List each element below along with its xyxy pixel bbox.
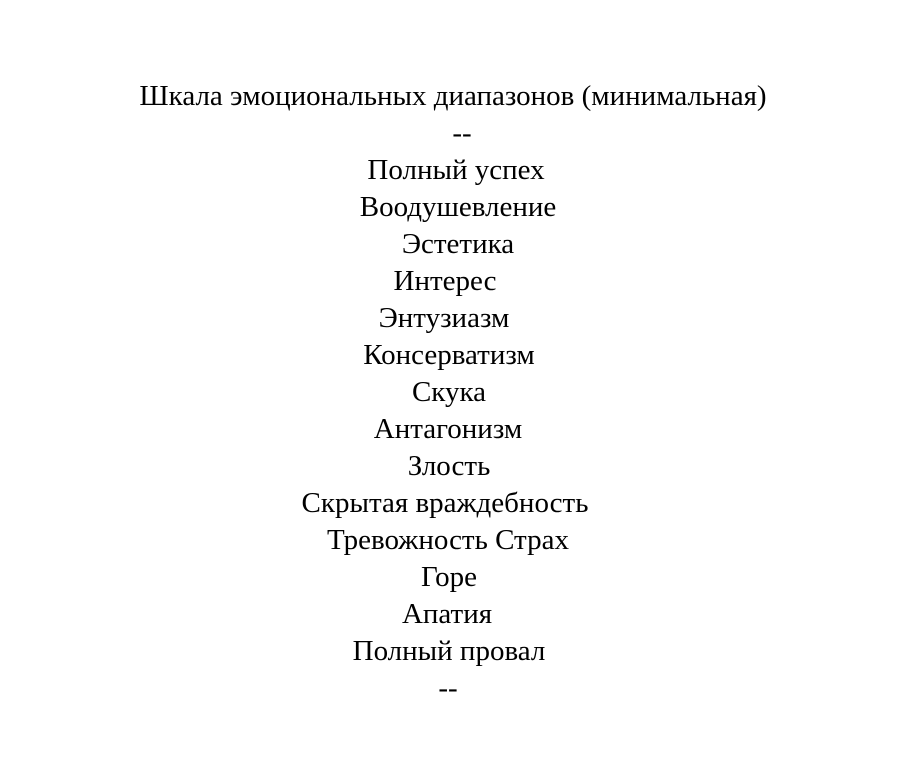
scale-item-anger: Злость (407, 450, 491, 482)
scale-item-enthusiasm: Энтузиазм (378, 302, 510, 334)
scale-item-covert-hostility: Скрытая враждебность (301, 487, 589, 519)
scale-item-apathy: Апатия (401, 598, 493, 630)
scale-item-full-failure: Полный провал (352, 635, 546, 667)
scale-item-inspiration: Воодушевление (359, 191, 557, 223)
scale-item-full-success: Полный успех (367, 154, 545, 186)
separator-top: -- (452, 117, 472, 149)
scale-item-boredom: Скука (411, 376, 487, 408)
scale-item-aesthetics: Эстетика (401, 228, 515, 260)
scale-item-conservatism: Консерватизм (363, 339, 535, 371)
scale-item-grief: Горе (420, 561, 478, 593)
scale-item-interest: Интерес (393, 265, 497, 297)
scale-item-antagonism: Антагонизм (373, 413, 523, 445)
document-body (0, 78, 916, 707)
document-title: Шкала эмоциональных диапазонов (минимальная) (139, 80, 767, 112)
scale-item-anxiety-fear: Тревожность Страх (327, 524, 569, 556)
separator-bottom: -- (438, 672, 458, 704)
